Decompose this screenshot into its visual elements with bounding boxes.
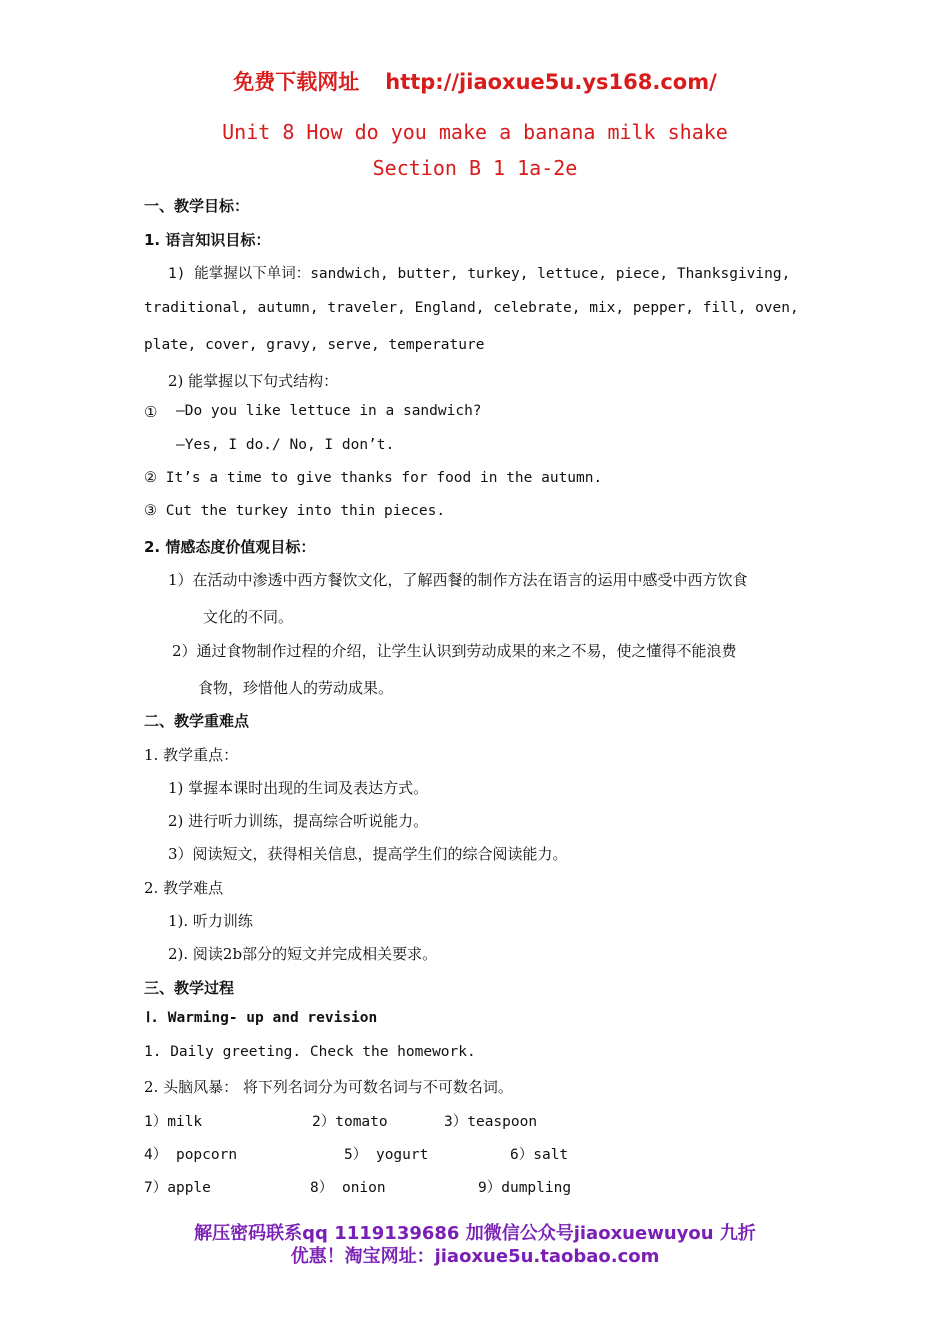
structure-2: ② It’s a time to give thanks for food in the autumn.	[144, 470, 603, 486]
process-item-1: 1. Daily greeting. Check the homework.	[144, 1044, 476, 1060]
word-row	[144, 1110, 644, 1130]
process-item-2: 2. 头脑风暴： 将下列名词分为可数名词与不可数名词。	[144, 1078, 513, 1096]
emotion-1-line-2: 文化的不同。	[203, 608, 294, 626]
vocab-line-3: plate, cover, gravy, serve, temperature	[144, 337, 485, 353]
word-item: 3）teaspoon	[444, 1114, 538, 1130]
difficult-item-2: 2). 阅读2b部分的短文并完成相关要求。	[168, 945, 438, 963]
vocab-line-2: traditional, autumn, traveler, England, celebrate, mix, pepper, fill, oven,	[144, 300, 799, 316]
header-url-link[interactable]: http://jiaoxue5u.ys168.com/	[385, 70, 717, 94]
knowledge-heading: 1. 语言知识目标：	[144, 231, 271, 249]
word-item: 9）dumpling	[478, 1180, 572, 1196]
structure-3: ③ Cut the turkey into thin pieces.	[144, 503, 446, 519]
difficult-item-1: 1). 听力训练	[168, 912, 253, 930]
header-label: 免费下载网址	[233, 70, 360, 94]
focus-item-2: 2) 进行听力训练，提高综合听说能力。	[168, 812, 429, 830]
emotion-2-line-2: 食物，珍惜他人的劳动成果。	[198, 679, 394, 697]
word-item: 6）salt	[510, 1147, 569, 1163]
word-row	[144, 1176, 644, 1196]
emotion-2-line-1: 2）通过食物制作过程的介绍，让学生认识到劳动成果的来之不易，使之懂得不能浪费	[172, 642, 737, 660]
focus-heading: 1. 教学重点：	[144, 746, 239, 764]
focus-item-1: 1) 掌握本课时出现的生词及表达方式。	[168, 779, 429, 797]
process-heading: 三、教学过程	[144, 979, 235, 997]
structures-heading: 2) 能掌握以下句式结构：	[168, 372, 339, 390]
word-item: 2）tomato	[312, 1114, 388, 1130]
footer-line-2: 优惠！淘宝网址：jiaoxue5u.taobao.com	[290, 1246, 660, 1267]
difficult-heading: 2. 教学难点	[144, 879, 224, 897]
vocab-line-1: 1) 能掌握以下单词：sandwich, butter, turkey, lettuce, piece, Thanksgiving,	[168, 266, 791, 282]
objectives-heading: 一、教学目标：	[144, 197, 250, 215]
keypoints-heading: 二、教学重难点	[144, 712, 250, 730]
word-item: 4） popcorn	[144, 1147, 238, 1163]
word-item: 8） onion	[310, 1180, 386, 1196]
unit-title: Unit 8 How do you make a banana milk shake	[222, 120, 728, 144]
structure-1-marker: ①	[144, 403, 158, 421]
word-item: 1）milk	[144, 1114, 203, 1130]
section-title: Section B 1 1a-2e	[372, 156, 578, 180]
emotion-heading: 2. 情感态度价值观目标：	[144, 538, 316, 556]
download-header	[0, 66, 950, 96]
structure-1-answer: —Yes, I do./ No, I don’t.	[176, 437, 395, 453]
focus-item-3: 3）阅读短文，获得相关信息，提高学生们的综合阅读能力。	[168, 845, 568, 863]
word-item: 7）apple	[144, 1180, 211, 1196]
footer-line-1: 解压密码联系qq 1119139686 加微信公众号jiaoxuewuyou 九折	[194, 1223, 756, 1244]
emotion-1-line-1: 1）在活动中渗透中西方餐饮文化，了解西餐的制作方法在语言的运用中感受中西方饮食	[168, 571, 748, 589]
word-row	[144, 1143, 644, 1163]
warming-up-step: Ⅰ. Warming- up and revision	[146, 1010, 378, 1026]
word-item: 5） yogurt	[344, 1147, 429, 1163]
structure-1-question: —Do you like lettuce in a sandwich?	[176, 403, 482, 419]
